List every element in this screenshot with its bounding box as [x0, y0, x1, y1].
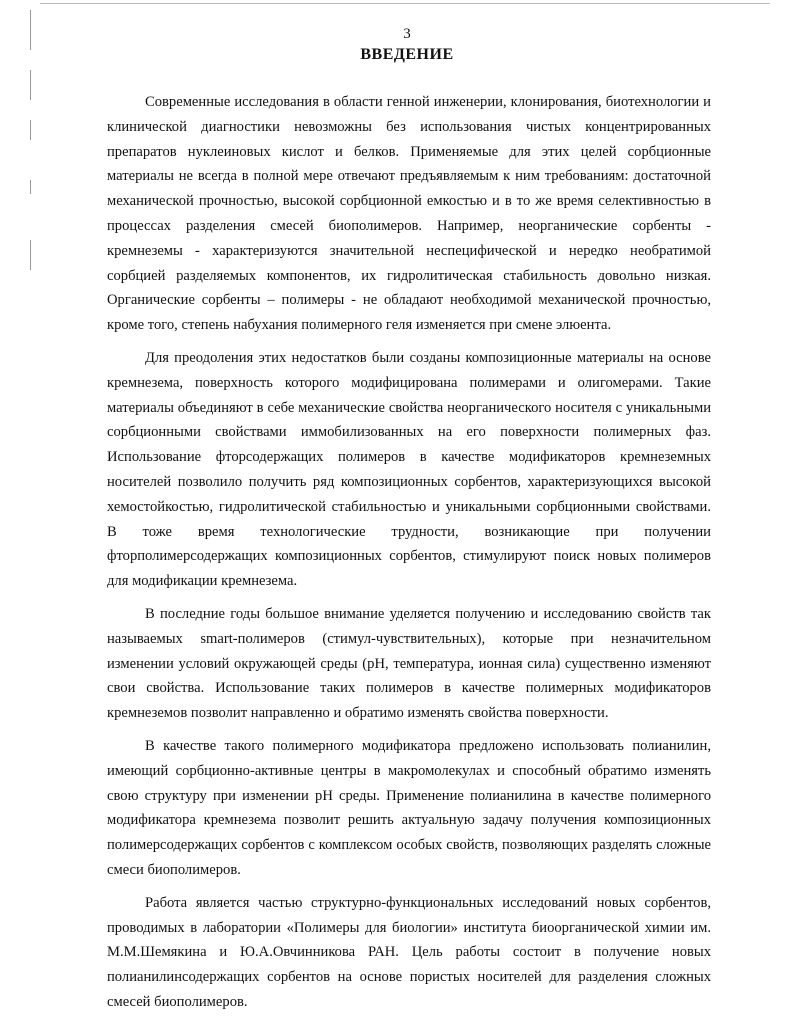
- paragraph-3: В последние годы большое внимание уделяется получению и исследованию свойств так называемых smart-полимеров (стимул-чувствительных), которые при незначительном изменении условий окружающей среды (pH, температура, ионная сила) существенно изменяют свои свойства. Использование таких полимеров в качестве полимерных модификаторов кремнеземов позволит направленно и обратимо изменять свойства поверхности.: [107, 605, 711, 722]
- scan-margin-marks: [30, 0, 34, 300]
- paragraph-4: В качестве такого полимерного модификатора предложено использовать полианилин, имеющий сорбционно-активные центры в макромолекулах и способный обратимо изменять свою структуру при изменении pH среды. Применение полианилина в качестве полимерного модификатора кремнезема позволит решить актуальную задачу получения композиционных полимерсодержащих сорбентов с комплексом особых свойств, позволяющих разделять сложные смеси биополимеров.: [107, 737, 711, 878]
- document-body: [107, 90, 711, 1023]
- paragraph-5: Работа является частью структурно-функциональных исследований новых сорбентов, проводимых в лаборатории «Полимеры для биологии» института биоорганической химии им. М.М.Шемякина и Ю.А.Овчинникова РАН. Цель работы состоит в получение новых полианилинсодержащих сорбентов на основе пористых носителей для разделения сложных смесей биополимеров.: [107, 894, 711, 1010]
- paragraph-2: Для преодоления этих недостатков были созданы композиционные материалы на основе кремнезема, поверхность которого модифицирована полимерами и олигомерами. Такие материалы объединяют в себе механические свойства неорганического носителя с уникальными сорбционными свойствами иммобилизованных на его поверхности полимерных фаз. Использование фторсодержащих полимеров в качестве модификаторов кремнеземных носителей позволило получить ряд композиционных сорбентов, характеризующихся высокой хемостойкостью, гидролитической стабильностью и уникальными сорбционными свойствами. В тоже время технологические трудности, возникающие при получении фторполимерсодержащих композиционных сорбентов, стимулируют поиск новых полимеров для модификации кремнезема.: [107, 349, 711, 590]
- paragraph-1: Современные исследования в области генной инженерии, клонирования, биотехнологии и клинической диагностики невозможны без использования чистых концентрированных препаратов нуклеиновых кислот и белков. Применяемые для этих целей сорбционные материалы не всегда в полной мере отвечают предъявляемым к ним требованиям: достаточной механической прочностью, высокой сорбционной емкостью и в то же время селективностью в процессах разделения смесей биополимеров. Например, неорганические сорбенты - кремнеземы - характеризуются значительной неспецифической и нередко необратимой сорбцией разделяемых компонентов, их гидролитическая стабильность довольно низкая. Органические сорбенты – полимеры - не обладают необходимой механической прочностью, кроме того, степень набухания полимерного геля изменяется при смене элюента.: [107, 94, 711, 334]
- page-number: 3: [403, 26, 411, 42]
- page-title: ВВЕДЕНИЕ: [360, 46, 454, 63]
- top-scan-rule: [40, 3, 770, 4]
